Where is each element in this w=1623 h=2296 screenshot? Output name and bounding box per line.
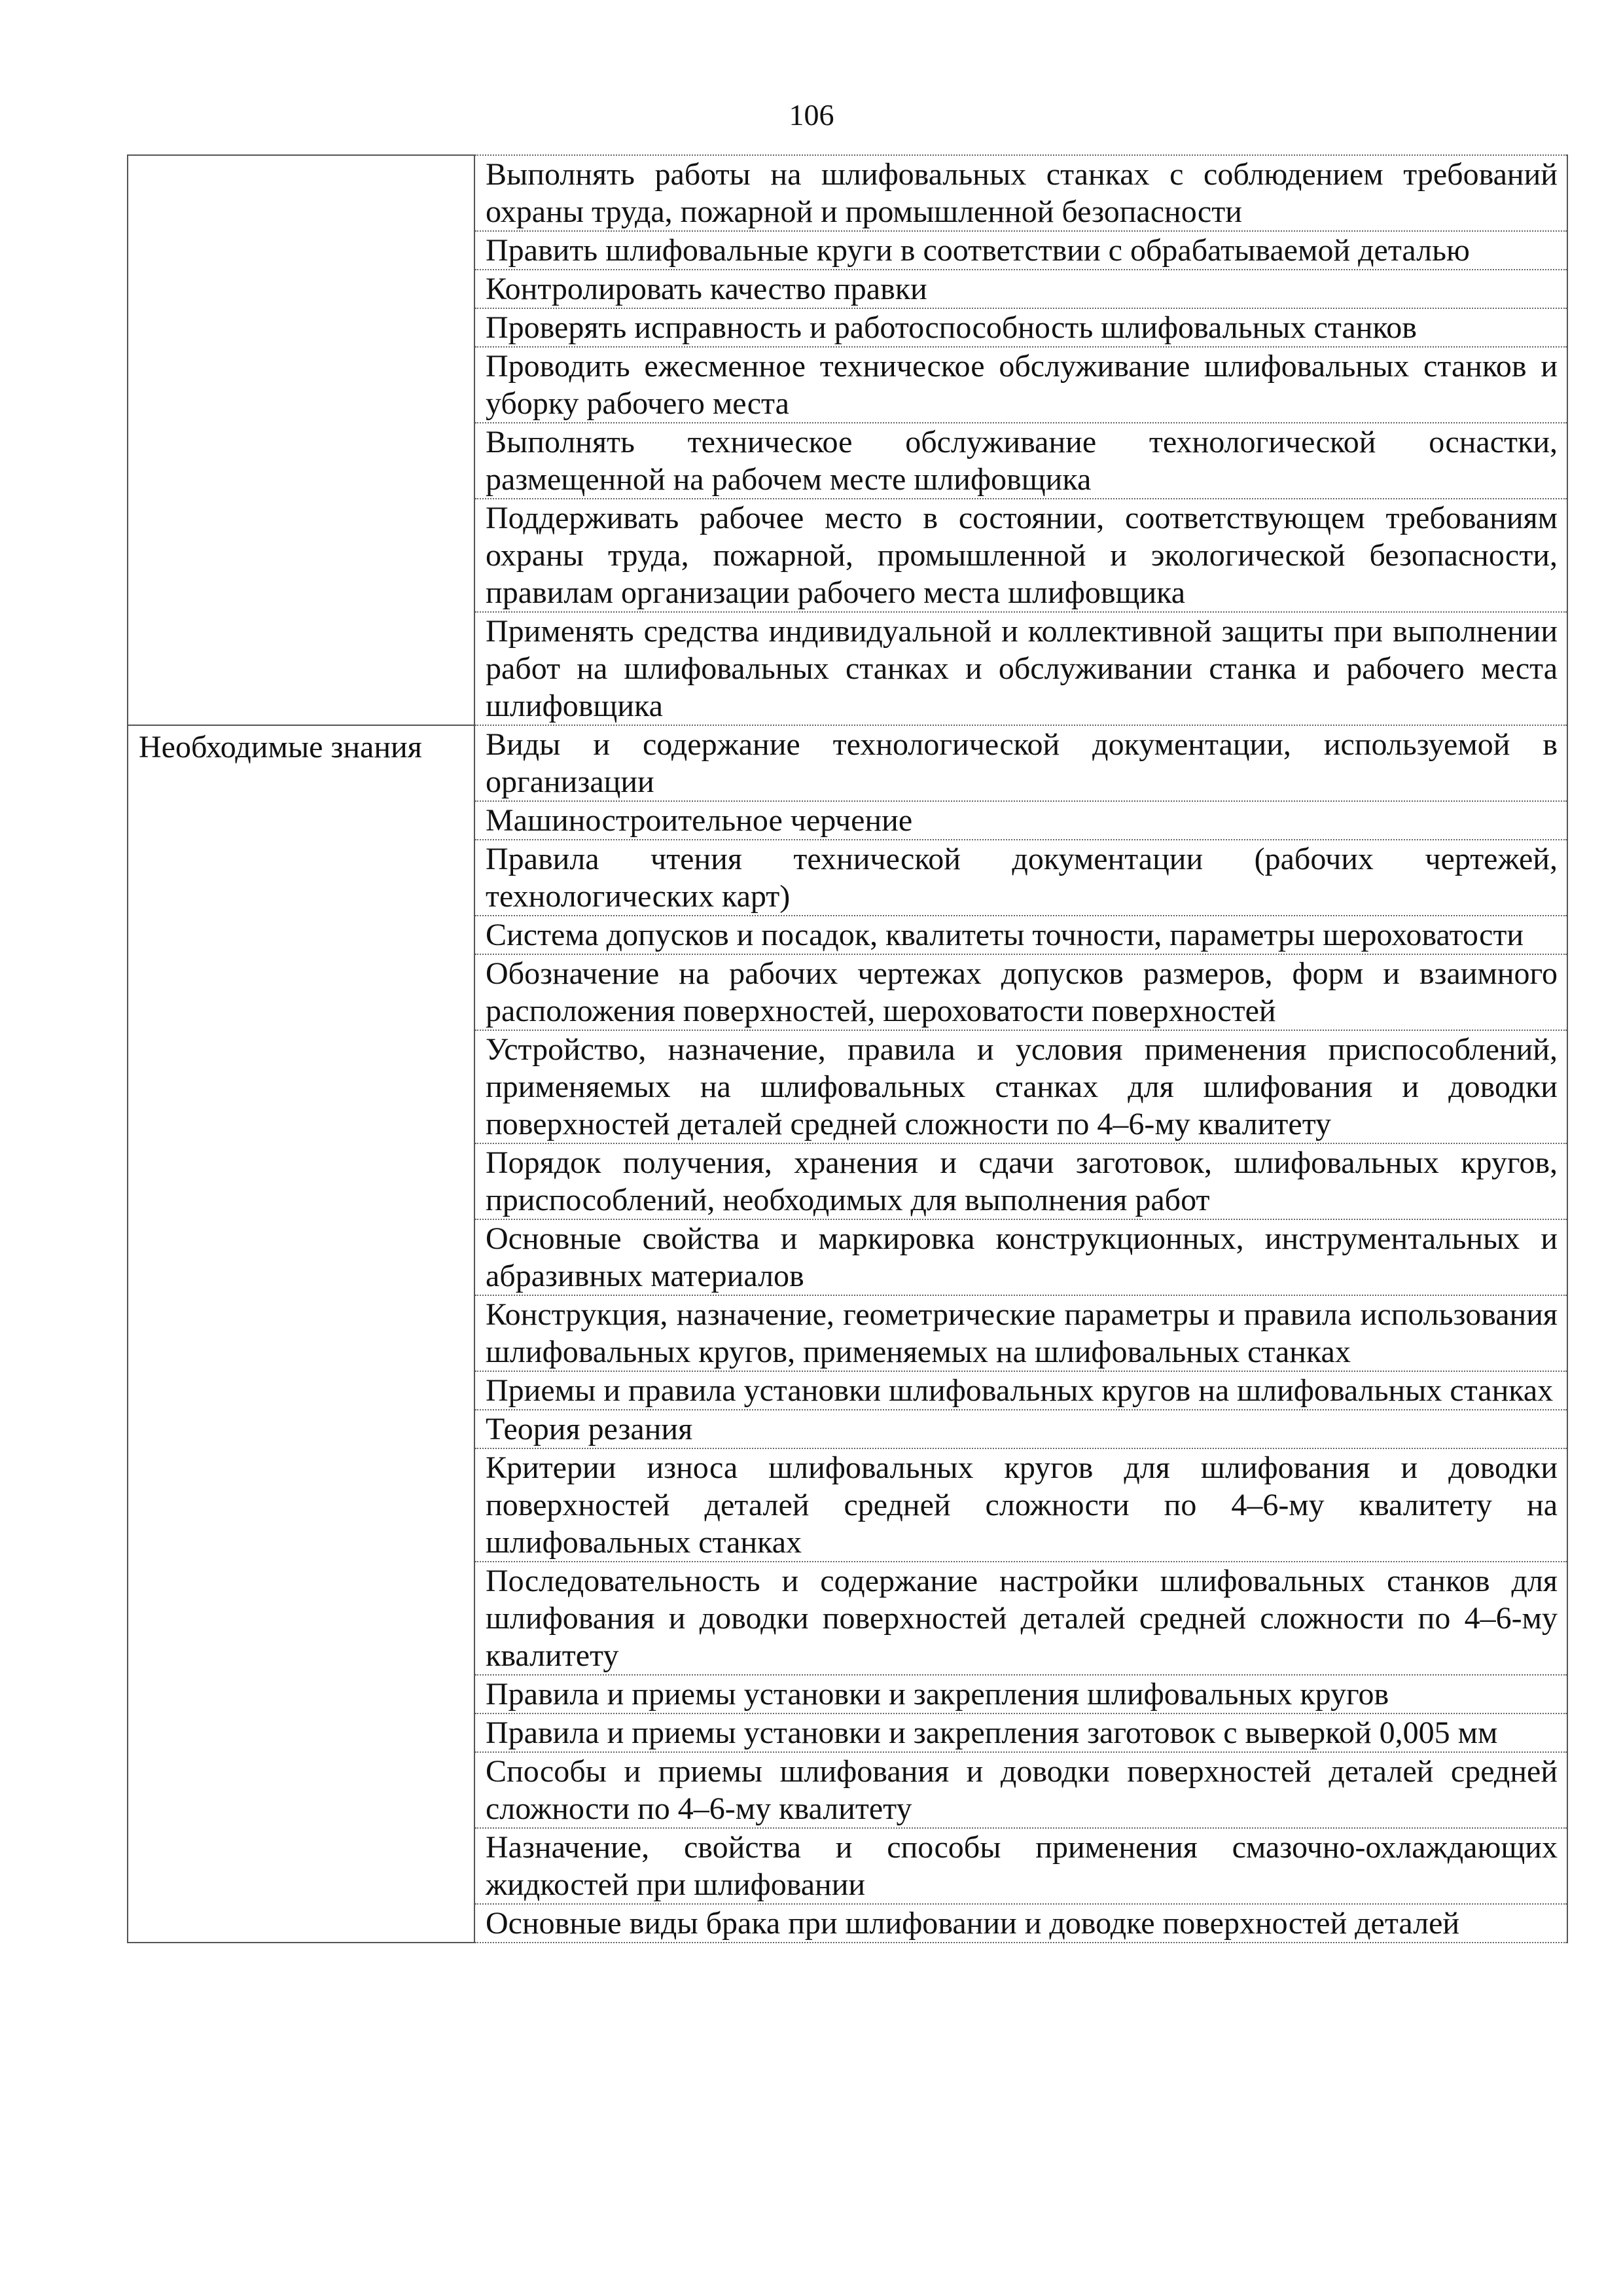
requirements-table bbox=[127, 154, 1568, 1943]
table-cell-item: Применять средства индивидуальной и коллективной защиты при выполнении работ на шлифовальных станках и обслуживании станка и рабочего места шлифовщика bbox=[474, 612, 1567, 725]
table-row bbox=[128, 155, 1567, 231]
table-cell-item: Приемы и правила установки шлифовальных кругов на шлифовальных станках bbox=[474, 1371, 1567, 1410]
table-cell-item: Устройство, назначение, правила и условия применения приспособлений, применяемых на шлифовальных станках для шлифования и доводки поверхностей деталей средней сложности по 4–6-му квалитету bbox=[474, 1030, 1567, 1143]
table-cell-item: Основные свойства и маркировка конструкционных, инструментальных и абразивных материалов bbox=[474, 1219, 1567, 1295]
table-cell-item: Правила и приемы установки и закрепления заготовок с выверкой 0,005 мм bbox=[474, 1713, 1567, 1752]
table-cell-item: Поддерживать рабочее место в состоянии, соответствующем требованиям охраны труда, пожарной, промышленной и экологической безопасности, правилам организации рабочего места шлифовщика bbox=[474, 499, 1567, 612]
table-cell-item: Машиностроительное черчение bbox=[474, 801, 1567, 840]
table-cell-item: Конструкция, назначение, геометрические параметры и правила использования шлифовальных кругов, применяемых на шлифовальных станках bbox=[474, 1295, 1567, 1371]
table-cell-item: Выполнять работы на шлифовальных станках с соблюдением требований охраны труда, пожарной и промышленной безопасности bbox=[474, 155, 1567, 231]
table-cell-item: Способы и приемы шлифования и доводки поверхностей деталей средней сложности по 4–6-му квалитету bbox=[474, 1752, 1567, 1828]
table-cell-item: Править шлифовальные круги в соответствии с обрабатываемой деталью bbox=[474, 231, 1567, 270]
table-cell-item: Система допусков и посадок, квалитеты точности, параметры шероховатости bbox=[474, 916, 1567, 954]
table-cell-item: Критерии износа шлифовальных кругов для шлифования и доводки поверхностей деталей средней сложности по 4–6-му квалитету на шлифовальных станках bbox=[474, 1448, 1567, 1562]
table-cell-item: Контролировать качество правки bbox=[474, 270, 1567, 308]
table-cell-item: Основные виды брака при шлифовании и доводке поверхностей деталей bbox=[474, 1904, 1567, 1943]
table-cell-item: Проводить ежесменное техническое обслуживание шлифовальных станков и уборку рабочего места bbox=[474, 347, 1567, 423]
table-cell-item: Теория резания bbox=[474, 1410, 1567, 1448]
table-cell-item: Последовательность и содержание настройки шлифовальных станков для шлифования и доводки поверхностей деталей средней сложности по 4–6-му квалитету bbox=[474, 1562, 1567, 1675]
table-cell-item: Проверять исправность и работоспособность шлифовальных станков bbox=[474, 308, 1567, 347]
section-label-cell bbox=[128, 155, 474, 725]
table-row bbox=[128, 725, 1567, 801]
table-cell-item: Обозначение на рабочих чертежах допусков размеров, форм и взаимного расположения поверхностей, шероховатости поверхностей bbox=[474, 954, 1567, 1030]
table-cell-item: Правила чтения технической документации (рабочих чертежей, технологических карт) bbox=[474, 840, 1567, 916]
table-cell-item: Виды и содержание технологической документации, используемой в организации bbox=[474, 725, 1567, 801]
table-cell-item: Порядок получения, хранения и сдачи заготовок, шлифовальных кругов, приспособлений, необходимых для выполнения работ bbox=[474, 1143, 1567, 1219]
section-label: Необходимые знания bbox=[139, 730, 422, 764]
section-label bbox=[139, 156, 465, 158]
table-cell-item: Выполнять техническое обслуживание технологической оснастки, размещенной на рабочем месте шлифовщика bbox=[474, 423, 1567, 499]
page-number: 106 bbox=[789, 98, 834, 132]
table-cell-item: Правила и приемы установки и закрепления шлифовальных кругов bbox=[474, 1675, 1567, 1713]
table-cell-item: Назначение, свойства и способы применения смазочно-охлаждающих жидкостей при шлифовании bbox=[474, 1828, 1567, 1904]
section-label-cell bbox=[128, 725, 474, 1943]
